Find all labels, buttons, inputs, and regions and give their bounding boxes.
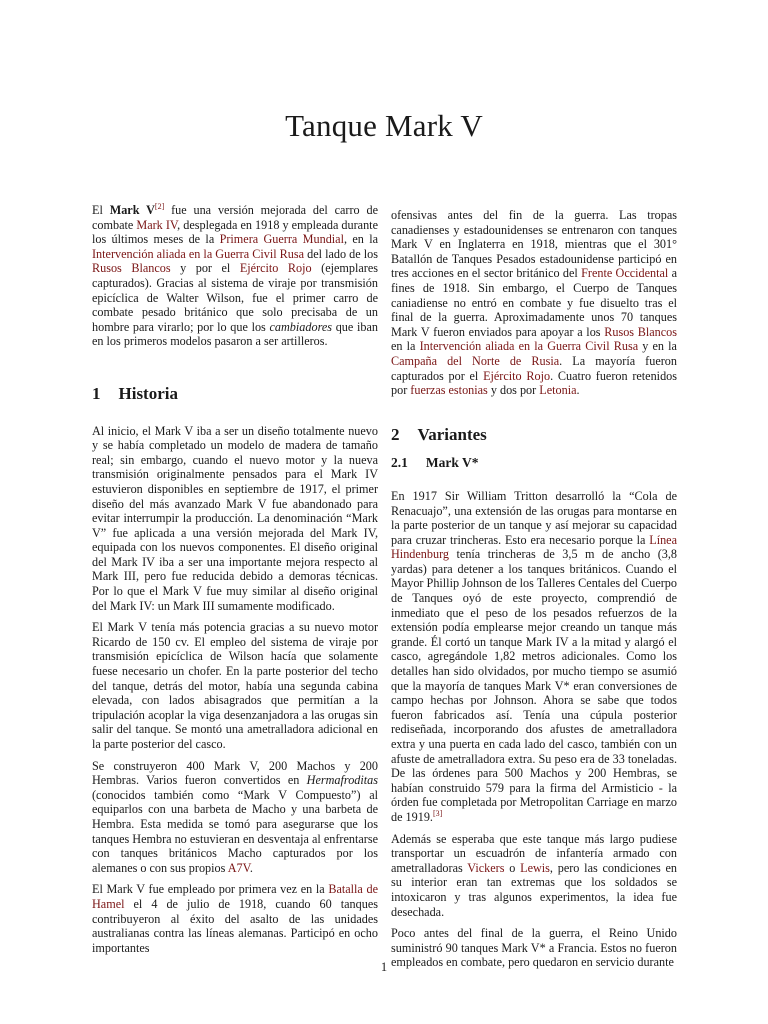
historia-paragraph-3 (92, 759, 378, 876)
page-number: 1 (380, 960, 388, 974)
variantes-paragraph-3: Poco antes del final de la guerra, el Reino Unido suministró 90 tanques Mark V* a Francia. Estos no fueron empleados en combate, pero quedaron en servicio durante (391, 926, 677, 970)
link-fuerzas-estonias[interactable]: fuerzas estonias (410, 383, 488, 398)
section-number: 2 (391, 424, 400, 444)
text: en la (391, 339, 420, 354)
section-title: Variantes (417, 424, 487, 444)
variantes-paragraph-1 (391, 489, 677, 825)
link-intervencion[interactable]: Intervención aliada en la Guerra Civil Rusa (92, 246, 305, 261)
link-primera-guerra[interactable]: Primera Guerra Mundial (219, 232, 344, 247)
link-frente-occidental[interactable]: Frente Occidental (581, 266, 669, 281)
right-column (391, 208, 677, 977)
text: , pero las condiciones en su interior eran tan extremas que los soldados se intoxicaron y tras algunos experimentos, la idea fue desechada. (391, 860, 677, 919)
link-campana-norte-rusia[interactable]: Campaña del Norte de Rusia (391, 353, 560, 368)
italic-term: cambiadores (269, 319, 333, 334)
link-letonia[interactable]: Letonia (539, 383, 577, 398)
link-linea-hindenburg[interactable]: Línea Hindenburg (391, 532, 677, 562)
link-lewis[interactable]: Lewis (520, 860, 550, 875)
text: o (504, 860, 521, 875)
text: Además se esperaba que este tanque más largo pudiese transportar un escuadrón de infantería armado con ametralladoras (391, 831, 677, 875)
intro-paragraph (92, 203, 378, 349)
historia-paragraph-4 (92, 882, 378, 955)
text: . (576, 383, 580, 398)
link-rusos-blancos[interactable]: Rusos Blancos (92, 261, 171, 276)
historia-continuation-paragraph (391, 208, 677, 398)
reference-link[interactable]: [2] (154, 201, 165, 211)
page-title: Tanque Mark V (285, 108, 483, 143)
link-vickers[interactable]: Vickers (467, 860, 505, 875)
text: . Cuatro fueron retenidos por (391, 368, 677, 398)
section-heading-variantes (391, 424, 677, 444)
text: tenía trincheras de 3,5 m de ancho (3,8 yardas) para detener a los tanques británicos. Cuando el Mayor Phillip Johnson de los Talleres Centales del Cuerpo de Tanques oyó de este proyecto, comprendió de inmediato que el peso de los pesados refuerzos de la extensión podía emplearse mejor creando un tanque más grande. Él cortó un tanque Mark IV a la mitad y alargó el casco, agregándole 1,82 metros adicionales. Como los detalles han sido olvidados, por mucho tiempo se asumió que la mayoría de tanques Mark V* eran conversiones de campo hechas por Johnson. Ahora se sabe que todos fueron fabricados así. Tenía una cúpula posterior rediseñada, incorporando dos afustes de ametralladora extra y una puerta en cada lado del casco, también con un afuste de ametralladora extra. Su peso era de 33 toneladas. De las órdenes para 500 Machos y 200 Hembras, se habían construido 579 para la firma del Armisticio - la órden fue completada por Metropolitan Carriage en marzo de 1919. (391, 547, 677, 824)
text: y por el (170, 261, 240, 276)
subsection-heading-mark-v-star (391, 456, 677, 471)
text: , en la (343, 232, 378, 247)
text: (ejemplares capturados). Gracias al sistema de viraje por transmisión epicíclica de Walter Wilson, fue el primer carro de combate pesado británico que solo precisaba de un hombre para virarlo; por lo que los (92, 261, 379, 334)
link-mark-iv[interactable]: Mark IV (136, 217, 178, 232)
italic-term: Hermafroditas (306, 773, 378, 788)
text: que iban en los primeros modelos pasaron a ser artilleros. (92, 319, 378, 349)
section-heading-historia (92, 383, 378, 403)
text: . (249, 860, 253, 875)
link-intervencion[interactable]: Intervención aliada en la Guerra Civil Rusa (419, 339, 639, 354)
text: . La mayoría fueron capturados por el (391, 353, 677, 383)
left-column (92, 203, 378, 962)
text: y dos por (487, 383, 540, 398)
reference-link[interactable]: [3] (432, 808, 443, 818)
link-ejercito-rojo[interactable]: Ejército Rojo (483, 368, 551, 383)
text: El (92, 203, 110, 217)
link-batalla-hamel[interactable]: Batalla de Hamel (92, 882, 378, 911)
subsection-title: Mark V* (425, 455, 479, 471)
text: ofensivas antes del fin de la guerra. Las tropas canadienses y estadounidenses se entrenaron con tanques Mark V en Inglaterra en 1918, mientras que el 301° Batallón de Tanques Pesados estadounidense participó en tres acciones en el sector británico del (391, 208, 677, 281)
text: El Mark V fue empleado por primera vez en la (92, 882, 329, 897)
link-ejercito-rojo[interactable]: Ejército Rojo (239, 261, 312, 276)
variantes-paragraph-2 (391, 832, 677, 920)
text: fue una versión mejorada del carro de combate (92, 203, 378, 232)
text: Se construyeron 400 Mark V, 200 Machos y 200 Hembras. Varios fueron convertidos en (92, 758, 378, 788)
link-rusos-blancos[interactable]: Rusos Blancos (604, 324, 677, 339)
section-number: 1 (92, 383, 101, 403)
bold-term: Mark V (109, 203, 155, 217)
text: (conocidos también como “Mark V Compuesto”) al equiparlos con una barbeta de Macho y una barbeta de Hembra. Esta medida se tomó para asegurarse que los tanques Hembra no estuvieran en desventaja al enfrentarse con tanques británicos Macho capturados por los alemanes o con sus propios (92, 787, 378, 875)
text: En 1917 Sir William Tritton desarrolló la “Cola de Renacuajo”, una extensión de las orugas para montarse en la parte posterior de un tanque y así mejorar su capacidad para cruzar trincheras. Esto era necesario porque la (391, 488, 677, 547)
section-title: Historia (118, 383, 178, 403)
subsection-number: 2.1 (391, 455, 408, 471)
text: y en la (638, 339, 677, 354)
text: , desplegada en 1918 y empleada durante los últimos meses de la (92, 217, 378, 247)
historia-paragraph-2: El Mark V tenía más potencia gracias a su nuevo motor Ricardo de 150 cv. El empleo del sistema de viraje por transmisión epicíclica de Wilson hacía que solamente fuese necesario un chofer. En la parte posterior del techo del tanque, detrás del motor, había una segunda cabina elevada, con lados abisagrados que permitían a la tripulación acoplar la viga desenzanjadora a las orugas sin salir del tanque. Se montó una ametralladora adicional en la parte posterior del casco. (92, 620, 378, 751)
link-a7v[interactable]: A7V (227, 860, 250, 875)
text: del lado de los (304, 246, 378, 261)
text: el 4 de julio de 1918, cuando 60 tanques contribuyeron al éxito del asalto de las unidades australianas contra las líneas alemanas. Participó en ocho importantes (92, 896, 378, 955)
text: a fines de 1918. Sin embargo, el Cuerpo de Tanques caniadiense no entró en combate y fue disuelto tras el final de la guerra. Aproximadamente unos 70 tanques Mark V fueron enviados para apoyar a los (391, 266, 677, 339)
historia-paragraph-1: Al inicio, el Mark V iba a ser un diseño totalmente nuevo y se había completado un modelo de madera de tamaño real; sin embargo, cuando el nuevo motor y la nueva transmisión originalmente pensados para el Mark IV estuvieron disponibles en septiembre de 1917, el primer diseño del más avanzado Mark V fue abandonado para evitar interrumpir la producción. La denominación “Mark V” fue aplicada a una versión mejorada del Mark IV, equipada con los nuevos componentes. El diseño original del Mark IV iba a ser una importante mejora respecto al Mark III, pero fue reducida debido a demoras técnicas. Por lo que el Mark V fue muy similar al diseño original del Mark IV: un Mark III sumamente modificado. (92, 423, 378, 613)
